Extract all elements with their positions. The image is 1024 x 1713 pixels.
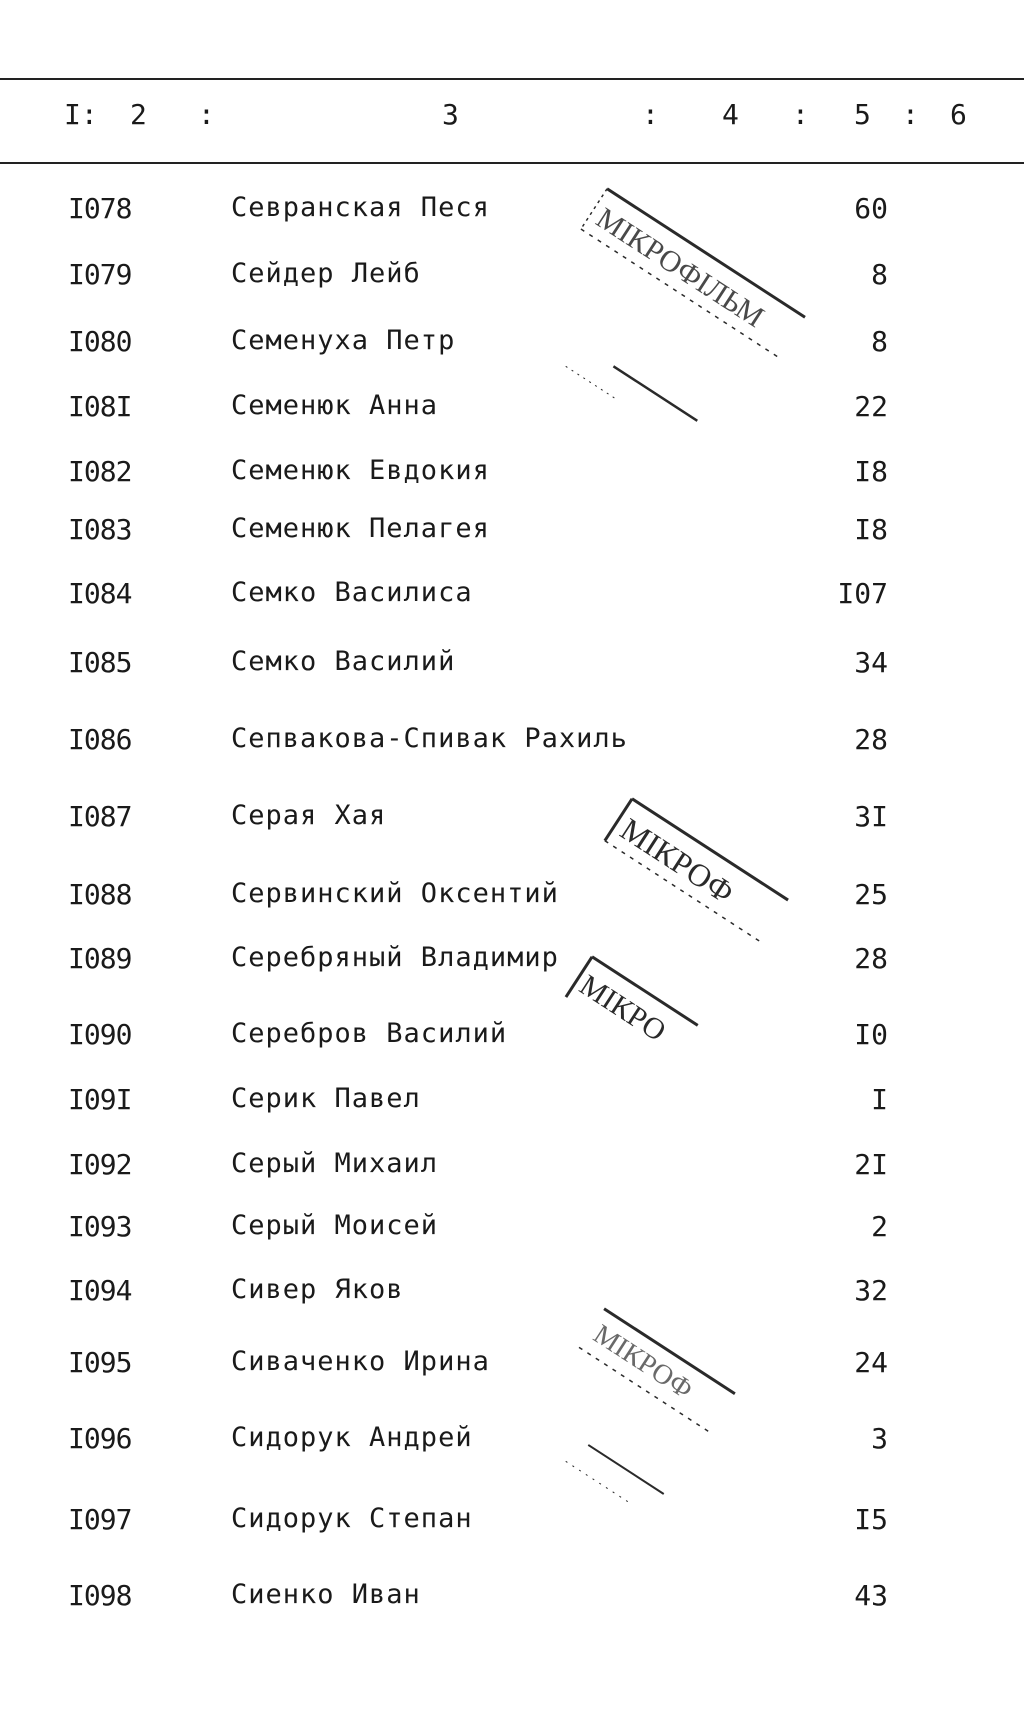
person-name: Семенюк Анна	[231, 390, 439, 421]
record-number: I09I	[68, 1083, 132, 1116]
record-number: I08I	[68, 390, 132, 423]
person-name: Серебров Василий	[231, 1018, 508, 1049]
list-item	[0, 258, 1024, 298]
header-col-4: 4	[722, 98, 739, 131]
header-col-1: I:	[64, 98, 98, 131]
record-number: I082	[68, 455, 132, 488]
stamp-text: МІКРОФІЛЬМ	[590, 201, 770, 335]
record-count: 25	[854, 878, 888, 911]
stamp-text: МІКРОФ	[587, 1318, 699, 1406]
list-item	[0, 1018, 1024, 1058]
record-number: I090	[68, 1018, 132, 1051]
person-name: Серый Моисей	[231, 1210, 439, 1241]
person-name: Серая Хая	[231, 800, 387, 831]
record-number: I078	[68, 192, 132, 225]
record-number: I085	[68, 646, 132, 679]
stamp-text: МІКРО	[573, 968, 672, 1049]
person-name: Семко Василиса	[231, 577, 473, 608]
record-number: I089	[68, 942, 132, 975]
person-name: Семенюк Евдокия	[231, 455, 490, 486]
record-count: 34	[854, 646, 888, 679]
person-name: Сейдер Лейб	[231, 258, 421, 289]
person-name: Сепвакова-Спивак Рахиль	[231, 723, 628, 754]
header-col-3: 3	[442, 98, 459, 131]
record-number: I088	[68, 878, 132, 911]
list-item	[0, 1346, 1024, 1386]
header-col-5: 5	[854, 98, 871, 131]
list-item	[0, 723, 1024, 763]
person-name: Серик Павел	[231, 1083, 421, 1114]
person-name: Семенуха Петр	[231, 325, 456, 356]
record-count: I8	[854, 455, 888, 488]
list-item	[0, 942, 1024, 982]
person-name: Семенюк Пелагея	[231, 513, 490, 544]
list-item	[0, 1083, 1024, 1123]
record-count: 2I	[854, 1148, 888, 1181]
person-name: Сиваченко Ирина	[231, 1346, 490, 1377]
record-number: I096	[68, 1422, 132, 1455]
header-separator: :	[902, 98, 919, 131]
record-number: I087	[68, 800, 132, 833]
person-name: Семко Василий	[231, 646, 456, 677]
record-count: 24	[854, 1346, 888, 1379]
record-count: 2	[871, 1210, 888, 1243]
record-number: I079	[68, 258, 132, 291]
record-number: I094	[68, 1274, 132, 1307]
list-item	[0, 192, 1024, 232]
list-item	[0, 390, 1024, 430]
header-col-6: 6	[950, 98, 967, 131]
person-name: Сиенко Иван	[231, 1579, 421, 1610]
record-count: 3I	[854, 800, 888, 833]
record-count: 43	[854, 1579, 888, 1612]
person-name: Сивер Яков	[231, 1274, 404, 1305]
person-name: Серебряный Владимир	[231, 942, 559, 973]
list-item	[0, 800, 1024, 840]
list-item	[0, 577, 1024, 617]
record-number: I086	[68, 723, 132, 756]
list-item	[0, 1503, 1024, 1543]
record-count: I0	[854, 1018, 888, 1051]
record-count: 3	[871, 1422, 888, 1455]
record-number: I084	[68, 577, 132, 610]
list-item	[0, 1579, 1024, 1619]
person-name: Севранская Песя	[231, 192, 490, 223]
list-item	[0, 1422, 1024, 1462]
record-number: I095	[68, 1346, 132, 1379]
stamp-text: МІКРОФ	[614, 810, 741, 911]
list-item	[0, 455, 1024, 495]
header-separator: :	[198, 98, 215, 131]
person-name: Серый Михаил	[231, 1148, 439, 1179]
list-item	[0, 878, 1024, 918]
record-count: I8	[854, 513, 888, 546]
person-name: Сидорук Степан	[231, 1503, 473, 1534]
list-item	[0, 325, 1024, 365]
header-separator: :	[642, 98, 659, 131]
record-count: 8	[871, 258, 888, 291]
record-count: I07	[837, 577, 888, 610]
record-number: I093	[68, 1210, 132, 1243]
list-item	[0, 646, 1024, 686]
record-count: I5	[854, 1503, 888, 1536]
record-count: 32	[854, 1274, 888, 1307]
record-number: I083	[68, 513, 132, 546]
record-count: 28	[854, 723, 888, 756]
record-number: I080	[68, 325, 132, 358]
person-name: Сидорук Андрей	[231, 1422, 473, 1453]
list-item	[0, 1274, 1024, 1314]
record-number: I098	[68, 1579, 132, 1612]
list-item	[0, 1148, 1024, 1188]
person-name: Сервинский Оксентий	[231, 878, 559, 909]
header-col-2: 2	[130, 98, 147, 131]
record-count: 28	[854, 942, 888, 975]
header-separator: :	[792, 98, 809, 131]
record-count: 8	[871, 325, 888, 358]
record-count: I	[871, 1083, 888, 1116]
record-count: 22	[854, 390, 888, 423]
record-number: I097	[68, 1503, 132, 1536]
list-item	[0, 513, 1024, 553]
record-number: I092	[68, 1148, 132, 1181]
record-count: 60	[854, 192, 888, 225]
list-item	[0, 1210, 1024, 1250]
